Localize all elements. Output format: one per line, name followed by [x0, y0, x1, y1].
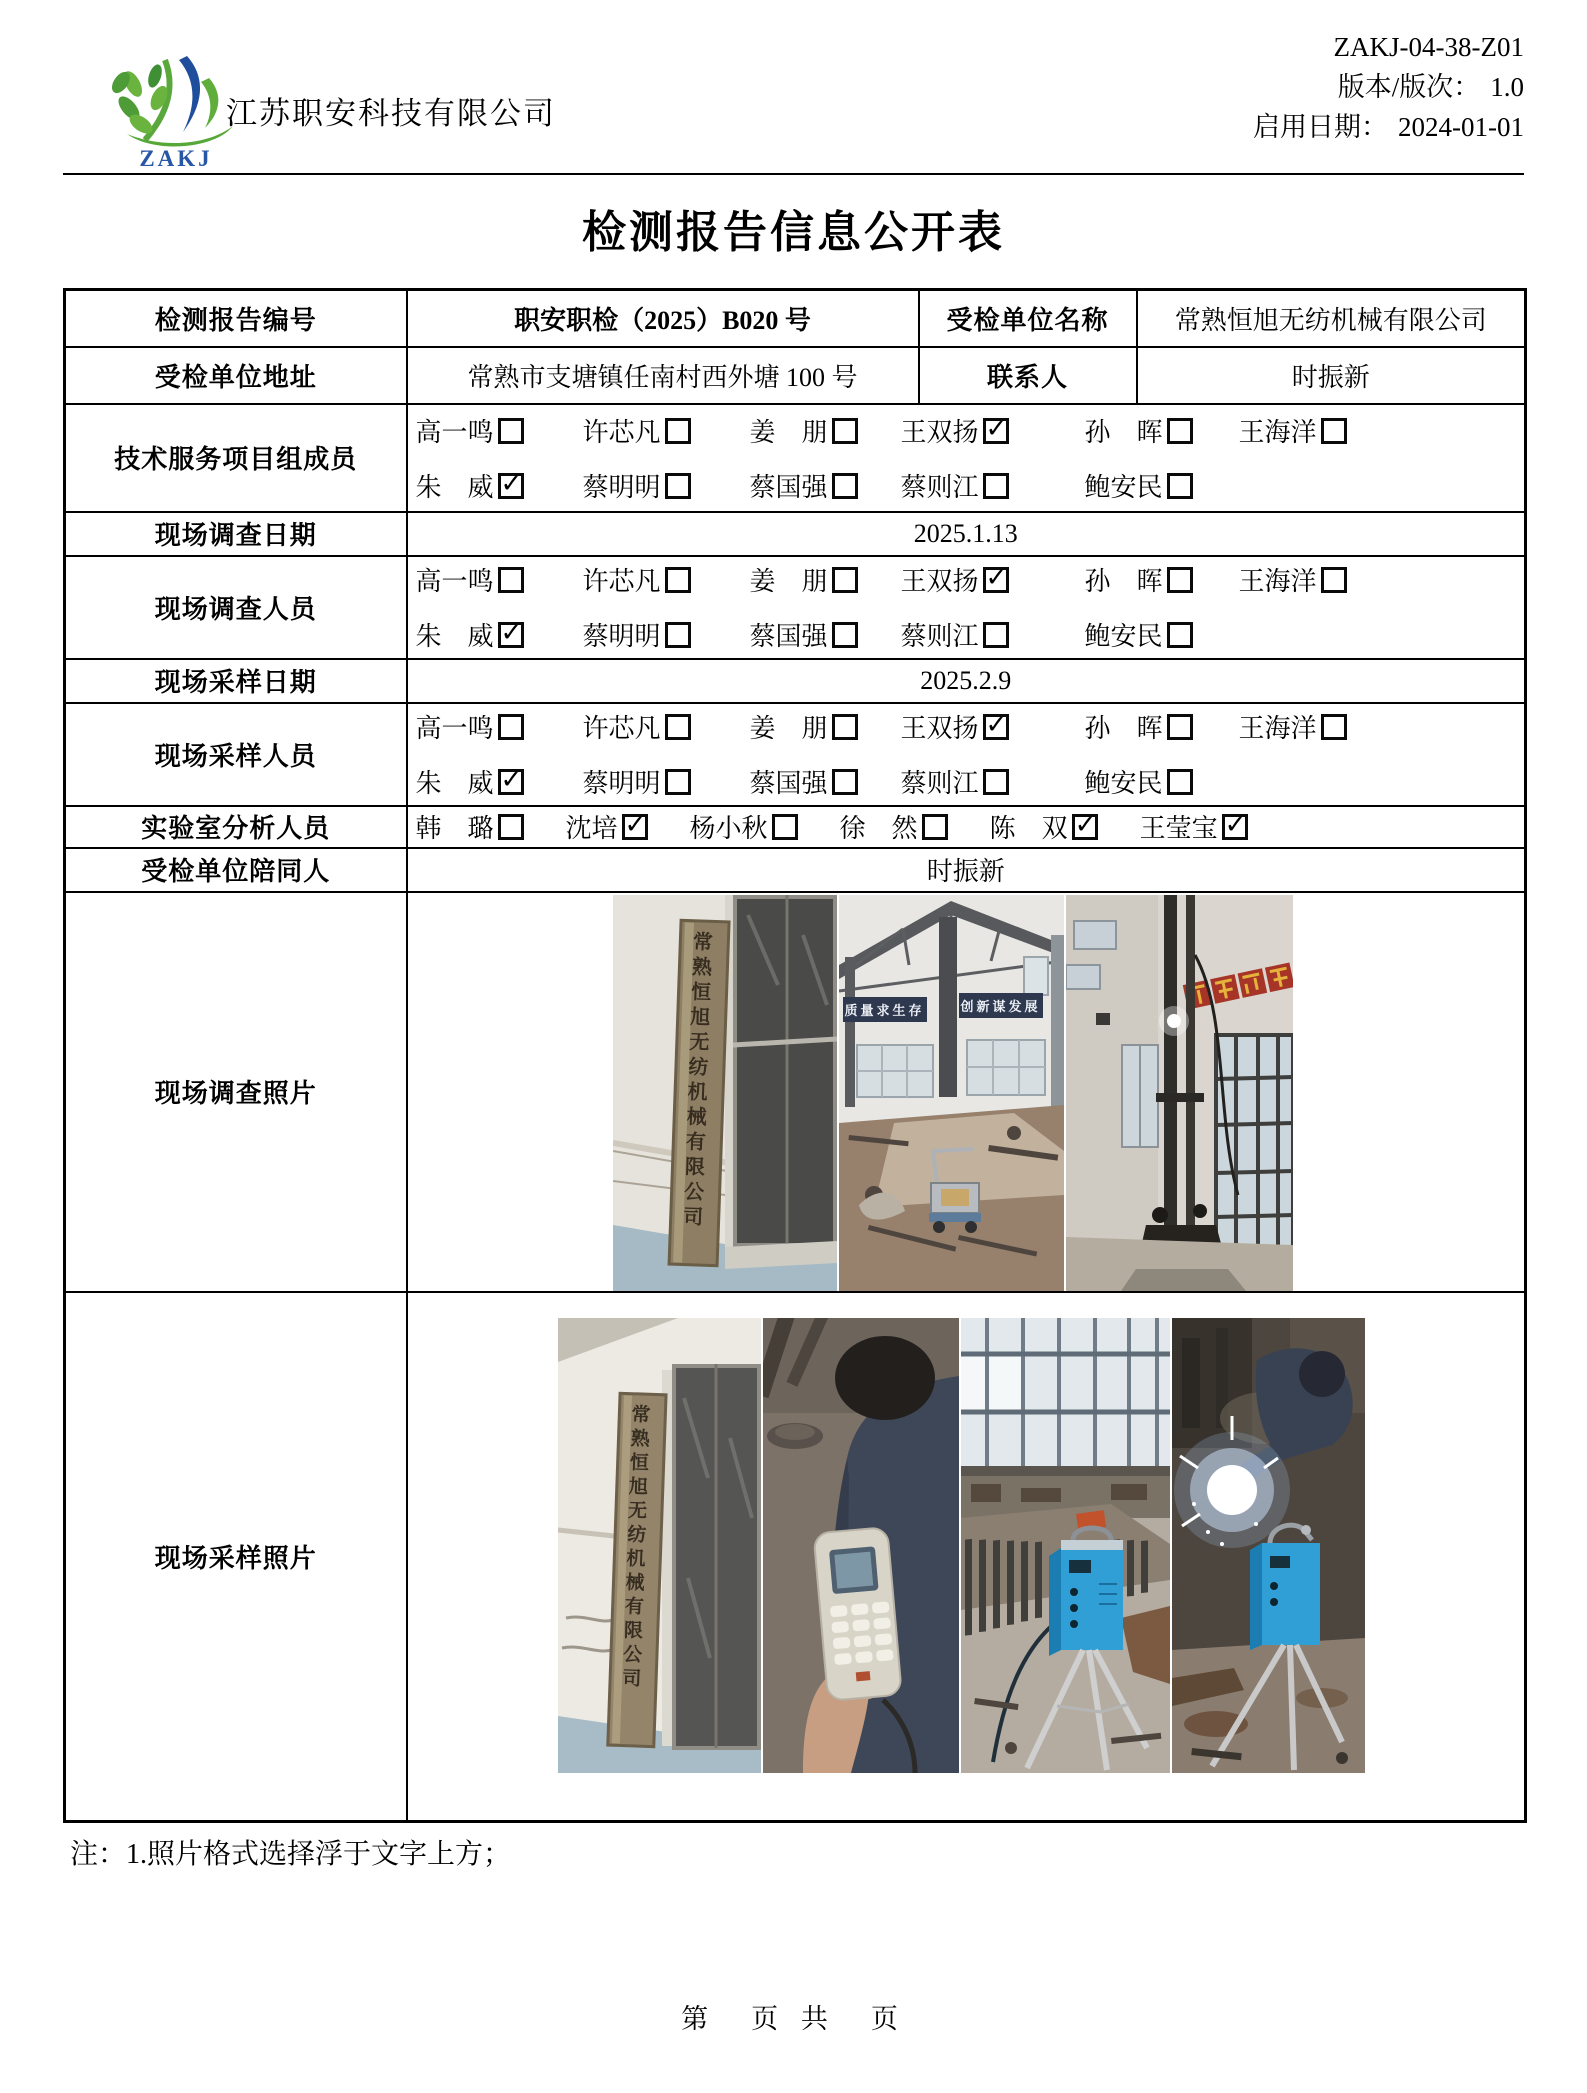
member-name: 王海洋	[1238, 714, 1317, 743]
escort-label: 受检单位陪同人	[65, 848, 407, 892]
member-option	[1239, 412, 1525, 449]
member-option	[416, 561, 583, 598]
member-option	[1140, 808, 1248, 845]
checkbox-icon[interactable]	[772, 814, 798, 840]
survey-photo-workshop-hall	[839, 895, 1064, 1291]
checkbox-icon[interactable]	[922, 814, 948, 840]
member-option	[583, 763, 750, 800]
member-option	[750, 561, 901, 598]
team-member-list	[408, 412, 1525, 504]
member-name: 鲍安民	[1084, 622, 1163, 651]
member-name: 蔡则江	[900, 769, 979, 798]
version-line: 版本/版次： 1.0	[1337, 72, 1524, 102]
member-name: 姜 朋	[749, 417, 828, 447]
member-name: 蔡国强	[749, 472, 828, 502]
factory-sign-text: 常熟恒旭无纺机械有限公司	[678, 930, 712, 1231]
table-row	[65, 512, 1526, 556]
member-name: 朱 威	[415, 622, 494, 651]
member-option	[750, 763, 901, 800]
team-label: 技术服务项目组成员	[65, 404, 407, 512]
wall-slogan-right: 创新谋发展	[959, 993, 1043, 1018]
member-option	[990, 808, 1098, 845]
sampling-photo-welding	[1172, 1318, 1365, 1773]
member-option	[750, 412, 901, 449]
table-row	[65, 892, 1526, 1292]
member-option	[1085, 763, 1239, 800]
sampling-photos-label: 现场采样照片	[65, 1292, 407, 1822]
checkbox-icon[interactable]	[622, 814, 648, 840]
unit-name-value: 常熟恒旭无纺机械有限公司	[1137, 290, 1526, 347]
survey-staff-label: 现场调查人员	[65, 556, 407, 659]
member-option	[901, 616, 1085, 653]
checkbox-icon[interactable]	[983, 418, 1009, 444]
checkbox-icon[interactable]	[983, 473, 1009, 499]
lab-staff-cell	[407, 806, 1526, 848]
checkbox-icon[interactable]	[498, 814, 524, 840]
survey-photo-machine	[1066, 895, 1293, 1291]
contact-value: 时振新	[1137, 347, 1526, 404]
member-name: 高一鸣	[415, 567, 494, 596]
table-row	[65, 1292, 1526, 1822]
member-name: 许芯凡	[582, 714, 661, 743]
member-option	[1239, 708, 1525, 745]
checkbox-icon[interactable]	[983, 567, 1009, 593]
member-option	[416, 467, 583, 504]
checkbox-icon[interactable]	[1321, 418, 1347, 444]
escort-value: 时振新	[407, 848, 1526, 892]
lab-staff-list	[408, 808, 1525, 845]
checkbox-icon[interactable]	[1167, 418, 1193, 444]
table-row	[65, 848, 1526, 892]
member-option	[1239, 561, 1525, 598]
table-row	[65, 404, 1526, 512]
header-divider	[63, 173, 1524, 175]
member-name: 王双扬	[900, 567, 979, 596]
survey-date-label: 现场调查日期	[65, 512, 407, 556]
member-option	[416, 412, 583, 449]
member-name: 徐 然	[839, 814, 918, 843]
checkbox-icon[interactable]	[832, 769, 858, 795]
member-option	[750, 616, 901, 653]
report-form-table	[63, 288, 1527, 1823]
checkbox-icon[interactable]	[665, 567, 691, 593]
checkbox-icon[interactable]	[498, 418, 524, 444]
member-option	[901, 467, 1085, 504]
member-name: 朱 威	[415, 472, 494, 502]
member-option	[1085, 467, 1239, 504]
page-title: 检测报告信息公开表	[582, 208, 1005, 257]
sampling-photo-factory-sign	[558, 1318, 761, 1773]
contact-label: 联系人	[919, 347, 1137, 404]
lab-staff-label: 实验室分析人员	[65, 806, 407, 848]
member-option	[1085, 708, 1239, 745]
address-label: 受检单位地址	[65, 347, 407, 404]
member-option	[901, 763, 1085, 800]
page-number-footer: 第 页 共 页	[681, 2004, 906, 2034]
survey-photos-label: 现场调查照片	[65, 892, 407, 1292]
member-option	[583, 467, 750, 504]
checkbox-icon[interactable]	[983, 769, 1009, 795]
checkbox-icon[interactable]	[498, 714, 524, 740]
sampling-staff-label: 现场采样人员	[65, 703, 407, 806]
checkbox-icon[interactable]	[1222, 814, 1248, 840]
checkbox-icon[interactable]	[1321, 567, 1347, 593]
checkbox-icon[interactable]	[665, 714, 691, 740]
member-name: 王海洋	[1238, 567, 1317, 596]
member-name: 王莹宝	[1139, 814, 1218, 843]
document-control-block	[1253, 27, 1524, 147]
member-name: 杨小秋	[689, 814, 768, 843]
sampling-staff-list	[408, 708, 1525, 800]
member-name: 蔡国强	[749, 769, 828, 798]
checkbox-icon[interactable]	[665, 769, 691, 795]
table-row	[65, 556, 1526, 659]
member-option	[901, 412, 1085, 449]
member-name: 高一鸣	[415, 417, 494, 447]
member-option	[840, 808, 948, 845]
checkbox-icon[interactable]	[498, 622, 524, 648]
doc-code: ZAKJ-04-38-Z01	[1333, 32, 1524, 62]
checkbox-icon[interactable]	[665, 622, 691, 648]
checkbox-icon[interactable]	[498, 473, 524, 499]
member-option	[750, 467, 901, 504]
member-name: 王双扬	[900, 714, 979, 743]
member-option	[416, 708, 583, 745]
member-name: 蔡明明	[582, 472, 661, 502]
member-name: 王双扬	[900, 417, 979, 447]
member-option	[901, 561, 1085, 598]
table-row	[65, 806, 1526, 848]
member-name: 蔡则江	[900, 472, 979, 502]
sampling-photos-cell	[407, 1292, 1526, 1822]
member-option	[750, 708, 901, 745]
logo-acronym: ZAKJ	[139, 146, 213, 171]
checkbox-icon[interactable]	[983, 714, 1009, 740]
checkbox-icon[interactable]	[832, 473, 858, 499]
member-option	[1085, 412, 1239, 449]
start-date-line: 启用日期： 2024-01-01	[1253, 112, 1524, 142]
checkbox-icon[interactable]	[1167, 769, 1193, 795]
checkbox-icon[interactable]	[665, 473, 691, 499]
wall-slogan-left: 质量求生存	[843, 997, 927, 1022]
checkbox-icon[interactable]	[832, 714, 858, 740]
member-name: 姜 朋	[749, 714, 828, 743]
member-name: 陈 双	[989, 814, 1068, 843]
member-option	[901, 708, 1085, 745]
survey-photos-cell	[407, 892, 1526, 1292]
member-option	[690, 808, 798, 845]
member-option	[583, 708, 750, 745]
sampling-date-value: 2025.2.9	[407, 659, 1526, 703]
member-name: 蔡明明	[582, 622, 661, 651]
table-row	[65, 347, 1526, 404]
member-name: 蔡国强	[749, 622, 828, 651]
member-option	[416, 616, 583, 653]
report-no-value: 职安职检（2025）B020 号	[407, 290, 919, 347]
table-row	[65, 659, 1526, 703]
member-name: 孙 晖	[1084, 567, 1163, 596]
survey-photo-factory-sign	[613, 895, 837, 1291]
member-name: 孙 晖	[1084, 714, 1163, 743]
sampling-staff-cell	[407, 703, 1526, 806]
survey-staff-list	[408, 561, 1525, 653]
company-name: 江苏职安科技有限公司	[226, 96, 556, 131]
checkbox-icon[interactable]	[1167, 622, 1193, 648]
report-no-label: 检测报告编号	[65, 290, 407, 347]
table-row	[65, 703, 1526, 806]
member-name: 高一鸣	[415, 714, 494, 743]
checkbox-icon[interactable]	[1167, 714, 1193, 740]
sampling-photo-sampler-tripod	[961, 1318, 1170, 1773]
member-option	[583, 616, 750, 653]
sampling-photo-handheld-meter	[763, 1318, 959, 1773]
member-option	[1085, 561, 1239, 598]
footnote: 注：1.照片格式选择浮于文字上方；	[70, 1839, 512, 1870]
sampling-date-label: 现场采样日期	[65, 659, 407, 703]
member-name: 韩 璐	[415, 814, 494, 843]
checkbox-icon[interactable]	[832, 622, 858, 648]
unit-name-label: 受检单位名称	[919, 290, 1137, 347]
member-name: 许芯凡	[582, 417, 661, 447]
member-name: 鲍安民	[1084, 769, 1163, 798]
member-option	[416, 763, 583, 800]
member-option	[1085, 616, 1239, 653]
checkbox-icon[interactable]	[832, 418, 858, 444]
checkbox-icon[interactable]	[1167, 567, 1193, 593]
checkbox-icon[interactable]	[1072, 814, 1098, 840]
checkbox-icon[interactable]	[498, 567, 524, 593]
checkbox-icon[interactable]	[498, 769, 524, 795]
checkbox-icon[interactable]	[665, 418, 691, 444]
member-option	[416, 808, 524, 845]
member-name: 孙 晖	[1084, 417, 1163, 447]
member-name: 鲍安民	[1084, 472, 1163, 502]
checkbox-icon[interactable]	[1321, 714, 1347, 740]
member-name: 沈培	[565, 814, 618, 843]
member-name: 蔡明明	[582, 769, 661, 798]
checkbox-icon[interactable]	[983, 622, 1009, 648]
member-option	[583, 412, 750, 449]
member-name: 蔡则江	[900, 622, 979, 651]
member-name: 姜 朋	[749, 567, 828, 596]
member-name: 朱 威	[415, 769, 494, 798]
team-members-cell	[407, 404, 1526, 512]
member-option	[566, 808, 648, 845]
survey-staff-cell	[407, 556, 1526, 659]
factory-sign-text: 常熟恒旭无纺机械有限公司	[618, 1403, 650, 1692]
address-value: 常熟市支塘镇任南村西外塘 100 号	[407, 347, 919, 404]
checkbox-icon[interactable]	[832, 567, 858, 593]
checkbox-icon[interactable]	[1167, 473, 1193, 499]
table-row	[65, 290, 1526, 347]
member-name: 许芯凡	[582, 567, 661, 596]
member-name: 王海洋	[1238, 417, 1317, 447]
survey-date-value: 2025.1.13	[407, 512, 1526, 556]
member-option	[583, 561, 750, 598]
